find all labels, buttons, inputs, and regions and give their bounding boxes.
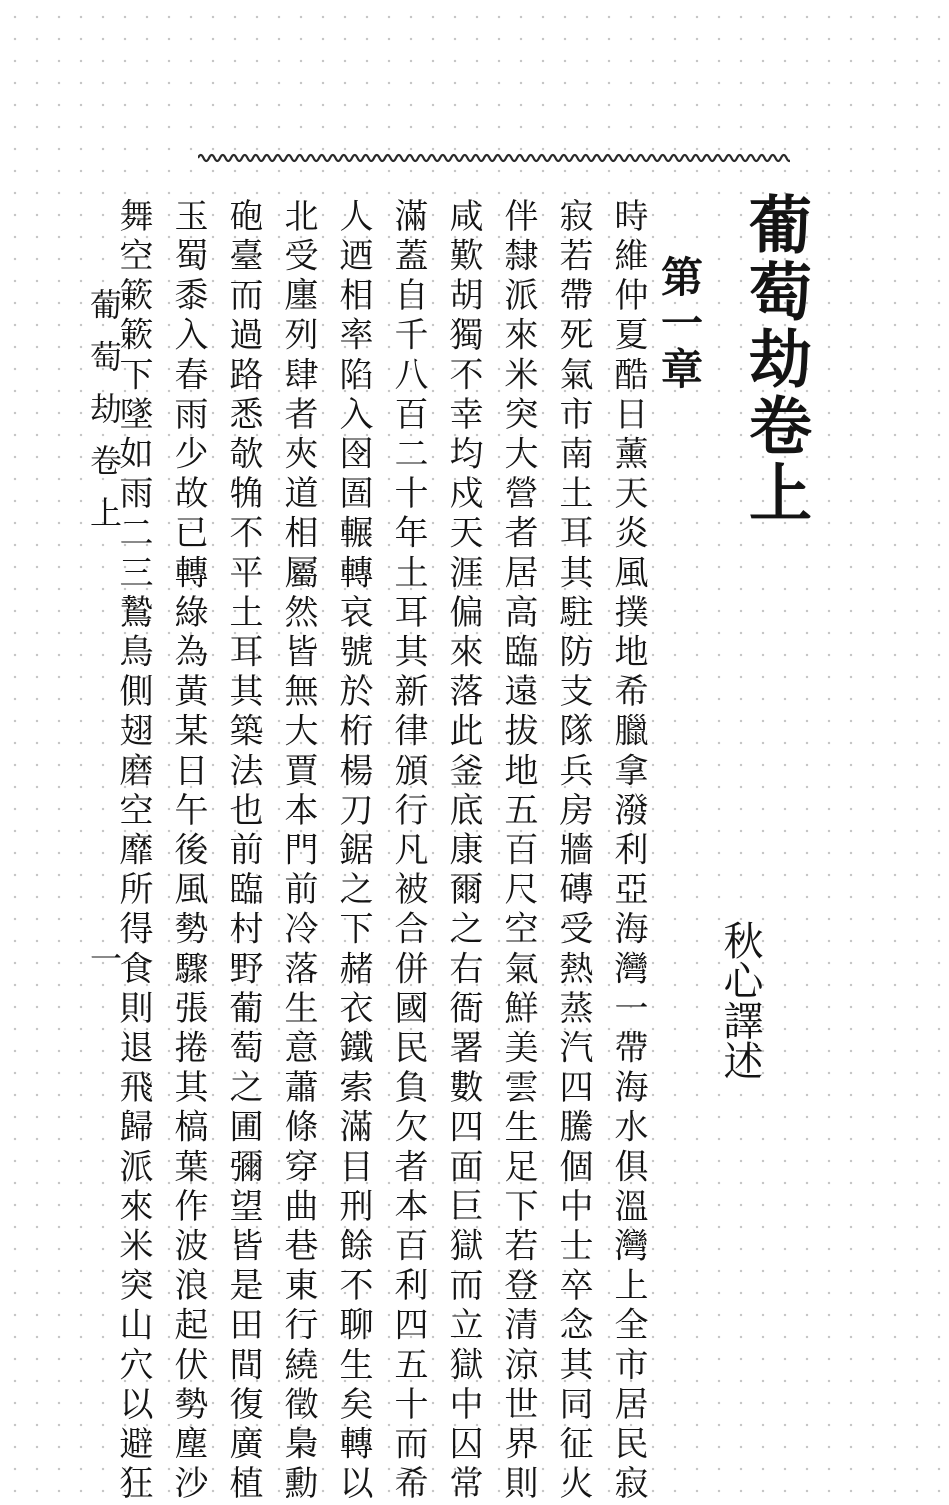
wavy-top-rule [198,150,790,166]
body-line-6: 人迺相率陷入囹圄輾轉哀號於桁楊刀鋸之下赭衣鐵索滿目刑餘不聊生矣轉以 [333,198,373,1505]
body-line-10: 舞空簌簌下墜如雨二三鷙鳥側翅磨空靡所得食則退飛歸派來米突山穴以避狂 [113,198,153,1505]
body-line-9: 玉蜀黍入春雨少故已轉綠為黃某日午後風勢驟張捲其槁葉作波浪起伏勢塵沙 [168,198,208,1505]
running-head: 葡萄劫卷上 [85,288,123,548]
chapter-heading: 第一章 [655,255,704,393]
book-title: 葡萄劫卷上 [739,192,813,527]
body-line-7: 北受廛列肆者夾道相屬然皆無大賈本門前冷落生意蕭條穿曲巷東行繞徵梟勳 [278,198,318,1505]
body-line-5: 滿蓋自千八百二十年土耳其新律頒行凡被合併國民負欠者本百利四五十而希 [388,198,428,1505]
body-line-2: 寂若帶死氣市南土耳其駐防支隊兵房牆磚受熱蒸汽四騰個中士卒念其同征火 [553,198,593,1505]
body-line-1: 時維仲夏酷日薰天炎風撲地希臘拿潑利亞海灣一帶海水俱溫灣上全市居民寂 [608,198,648,1505]
body-line-4: 咸歎胡獨不幸均戍天涯偏來落此釜底康爾之右衙署數四面巨獄而立獄中囚常 [443,198,483,1505]
body-line-8: 砲臺而過路悉欹觕不平土耳其築法也前臨村野葡萄之圃彌望皆是田間復廣植 [223,198,263,1505]
translator-credit: 秋心譯述 [717,920,763,1080]
body-line-3: 伴隸派來米突大營者居高臨遠拔地五百尺空氣鮮美雲生足下若登清涼世界則 [498,198,538,1505]
page-number: 一 [85,942,123,974]
